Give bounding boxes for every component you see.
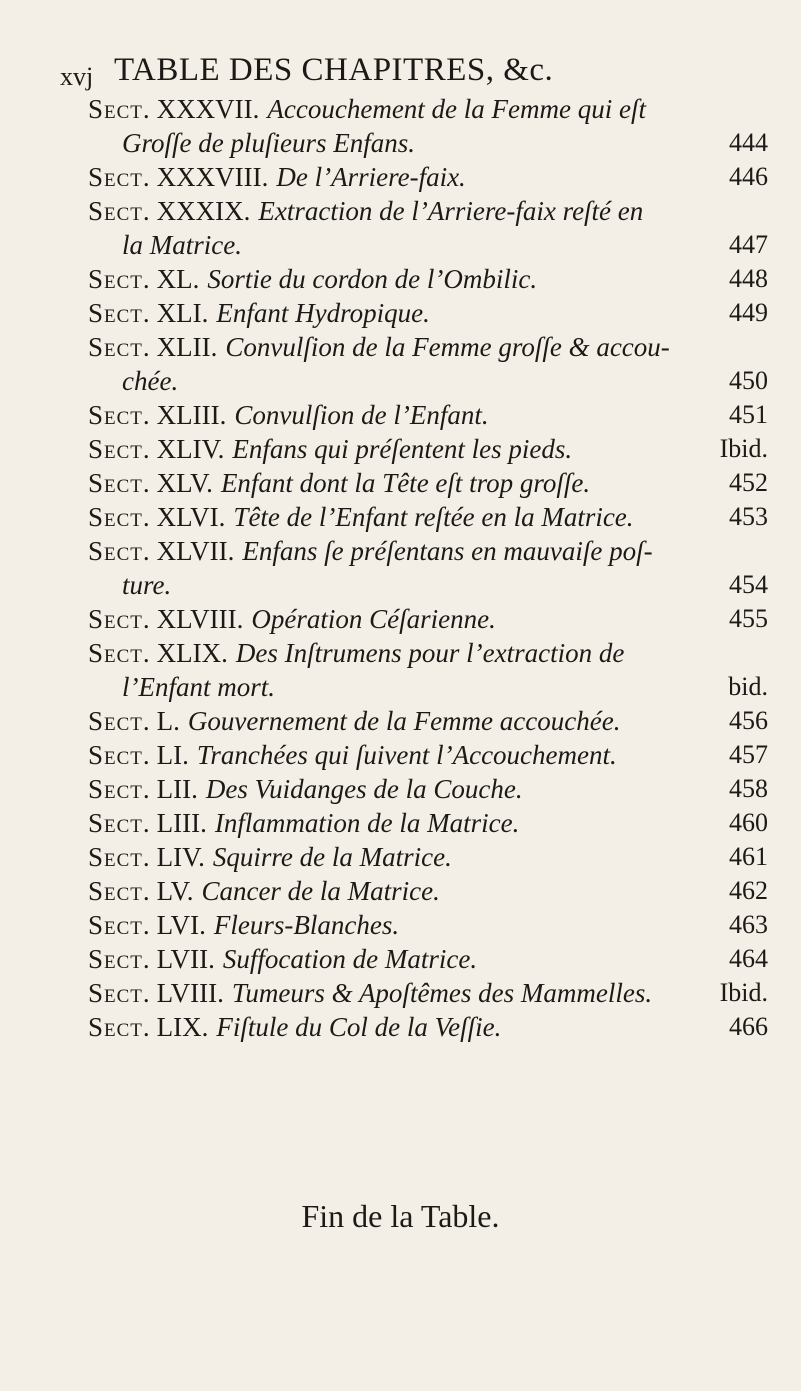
toc-entry-line [88, 500, 768, 534]
section-label: Sect. [88, 604, 151, 634]
section-number: LVIII. [156, 978, 224, 1008]
running-title: TABLE DES CHAPITRES, &c. [114, 52, 554, 88]
section-title: Des Vuidanges de la Couche. [205, 774, 523, 804]
section-title: Enfant dont la Tête eſt trop groſſe. [220, 468, 591, 498]
toc-entry [88, 500, 768, 534]
section-title: Tête de l’Enfant reſtée en la Matrice. [233, 502, 634, 532]
section-number: LIV. [156, 842, 205, 872]
section-label: Sect. [88, 332, 151, 362]
section-label: Sect. [88, 978, 151, 1008]
page-number: 457 [729, 740, 768, 769]
section-title-continuation: Groſſe de pluſieurs Enfans. [122, 128, 415, 158]
section-label: Sect. [88, 706, 151, 736]
section-title: Convulſion de l’Enfant. [234, 400, 489, 430]
page-number: 446 [729, 162, 768, 191]
toc-entry-line [88, 942, 768, 976]
table-of-contents [88, 92, 768, 1044]
section-label: Sect. [88, 502, 151, 532]
section-title: Tranchées qui ſuivent l’Accouchement. [196, 740, 617, 770]
section-number: LI. [156, 740, 189, 770]
page-number: bid. [728, 672, 768, 701]
page-folio: xvj [60, 62, 94, 91]
section-number: LIII. [156, 808, 207, 838]
section-number: XLV. [156, 468, 213, 498]
toc-entry-line [88, 262, 768, 296]
toc-entry-line [88, 296, 768, 330]
toc-entry [88, 976, 768, 1010]
toc-entry [88, 296, 768, 330]
toc-entry [88, 772, 768, 806]
section-title: Inflammation de la Matrice. [214, 808, 520, 838]
toc-entry-line [88, 976, 768, 1010]
section-title: Cancer de la Matrice. [201, 876, 440, 906]
section-number: XXXVIII. [156, 162, 269, 192]
page-number: 453 [729, 502, 768, 531]
toc-entry [88, 466, 768, 500]
toc-entry-line [88, 92, 768, 126]
toc-entry [88, 1010, 768, 1044]
section-number: XLI. [156, 298, 209, 328]
section-number: LIX. [156, 1012, 209, 1042]
section-title: Des Inſtrumens pour l’extraction de [235, 638, 625, 668]
toc-entry-line [88, 840, 768, 874]
toc-entry-line [88, 738, 768, 772]
toc-entry [88, 874, 768, 908]
section-label: Sect. [88, 434, 151, 464]
toc-entry [88, 330, 768, 398]
page-number: 466 [729, 1012, 768, 1041]
section-label: Sect. [88, 298, 151, 328]
section-number: LVII. [156, 944, 215, 974]
section-title: Enfans ſe préſentans en mauvaiſe poſ- [242, 536, 653, 566]
toc-entry [88, 908, 768, 942]
toc-entry [88, 704, 768, 738]
toc-entry-line [88, 466, 768, 500]
page-number: 447 [729, 230, 768, 259]
toc-entry-line [88, 806, 768, 840]
section-title: Suffocation de Matrice. [222, 944, 478, 974]
section-label: Sect. [88, 774, 151, 804]
section-number: XXXIX. [156, 196, 251, 226]
section-label: Sect. [88, 1012, 151, 1042]
section-title: Enfant Hydropique. [216, 298, 430, 328]
section-label: Sect. [88, 740, 151, 770]
section-number: LII. [156, 774, 198, 804]
toc-entry-line [88, 194, 768, 228]
toc-entry [88, 262, 768, 296]
section-title-continuation: ture. [122, 570, 172, 600]
toc-entry-line [88, 432, 768, 466]
section-label: Sect. [88, 808, 151, 838]
toc-entry [88, 806, 768, 840]
section-number: LV. [156, 876, 194, 906]
section-number: LVI. [156, 910, 206, 940]
section-title: Convulſion de la Femme groſſe & accou- [225, 332, 670, 362]
page-number: 449 [729, 298, 768, 327]
section-label: Sect. [88, 468, 151, 498]
section-number: XLIII. [156, 400, 227, 430]
toc-entry [88, 432, 768, 466]
toc-entry-line [88, 398, 768, 432]
section-title: Enfans qui préſentent les pieds. [232, 434, 573, 464]
toc-entry-line [88, 874, 768, 908]
section-label: Sect. [88, 94, 151, 124]
section-label: Sect. [88, 910, 151, 940]
page-number: Ibid. [719, 978, 768, 1007]
section-title: Accouchement de la Femme qui eſt [267, 94, 646, 124]
page-number: Ibid. [719, 434, 768, 463]
page-number: 464 [729, 944, 768, 973]
section-label: Sect. [88, 196, 151, 226]
page-number: 450 [729, 366, 768, 395]
page-number: 448 [729, 264, 768, 293]
toc-entry [88, 942, 768, 976]
page-number: 461 [729, 842, 768, 871]
section-number: XL. [156, 264, 200, 294]
section-label: Sect. [88, 400, 151, 430]
section-number: XLVII. [156, 536, 235, 566]
page-number: 454 [729, 570, 768, 599]
section-title: Fiſtule du Col de la Veſſie. [216, 1012, 502, 1042]
section-title: Gouvernement de la Femme accouchée. [187, 706, 621, 736]
toc-entry [88, 840, 768, 874]
toc-entry-line [88, 704, 768, 738]
section-label: Sect. [88, 264, 151, 294]
toc-entry [88, 194, 768, 262]
section-number: XXXVII. [156, 94, 260, 124]
section-title-continuation: l’Enfant mort. [122, 672, 275, 702]
section-number: XLIX. [156, 638, 228, 668]
section-label: Sect. [88, 536, 151, 566]
toc-entry [88, 738, 768, 772]
toc-entry-line [88, 602, 768, 636]
toc-entry-line [88, 330, 768, 364]
section-label: Sect. [88, 638, 151, 668]
section-title: De l’Arriere-faix. [276, 162, 466, 192]
page-number: 460 [729, 808, 768, 837]
section-number: XLIV. [156, 434, 225, 464]
section-number: L. [156, 706, 180, 736]
section-title: Sortie du cordon de l’Ombilic. [207, 264, 538, 294]
section-label: Sect. [88, 162, 151, 192]
toc-entry [88, 602, 768, 636]
page-number: 463 [729, 910, 768, 939]
toc-entry-line [88, 772, 768, 806]
page-number: 452 [729, 468, 768, 497]
toc-entry-line [88, 160, 768, 194]
toc-entry [88, 636, 768, 704]
section-title: Tumeurs & Apoſtêmes des Mammelles. [231, 978, 653, 1008]
section-number: XLII. [156, 332, 218, 362]
section-number: XLVI. [156, 502, 226, 532]
toc-entry-line [88, 636, 768, 670]
section-title: Squirre de la Matrice. [212, 842, 452, 872]
page-number: 444 [729, 128, 768, 157]
section-title: Extraction de l’Arriere-faix reſté en [258, 196, 644, 226]
toc-entry [88, 160, 768, 194]
toc-entry-line [88, 534, 768, 568]
page-number: 456 [729, 706, 768, 735]
toc-entry [88, 534, 768, 602]
page-number: 455 [729, 604, 768, 633]
section-title-continuation: chée. [122, 366, 179, 396]
toc-entry-line [88, 908, 768, 942]
section-title: Fleurs-Blanches. [213, 910, 400, 940]
section-number: XLVIII. [156, 604, 244, 634]
page-number: 451 [729, 400, 768, 429]
section-label: Sect. [88, 944, 151, 974]
section-title: Opération Céſarienne. [251, 604, 496, 634]
end-of-table: Fin de la Table. [301, 1198, 500, 1234]
toc-entry [88, 92, 768, 160]
section-label: Sect. [88, 876, 151, 906]
page-header [58, 52, 758, 92]
page-number: 462 [729, 876, 768, 905]
section-label: Sect. [88, 842, 151, 872]
section-title-continuation: la Matrice. [122, 230, 242, 260]
toc-entry-line [88, 1010, 768, 1044]
page-number: 458 [729, 774, 768, 803]
toc-entry [88, 398, 768, 432]
